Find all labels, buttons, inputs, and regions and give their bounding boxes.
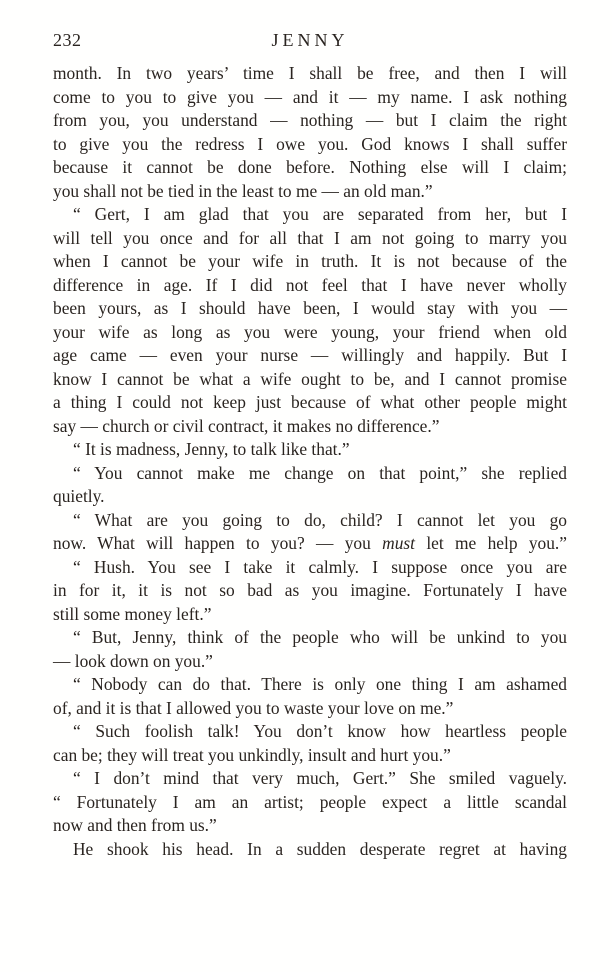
line-text: quietly. — [53, 486, 105, 506]
body-text — [53, 62, 567, 861]
text-line — [53, 297, 567, 321]
text-line — [53, 814, 567, 838]
line-text: in for it, it is not so bad as you imagine. Fortunately I have — [53, 580, 567, 600]
text-line — [53, 86, 567, 110]
text-line — [53, 603, 567, 627]
line-text: “ Hush. You see I take it calmly. I suppose once you are — [73, 556, 567, 577]
emphasis-text: must — [382, 533, 415, 553]
line-text: can be; they will treat you unkindly, insult and hurt you.” — [53, 744, 451, 765]
line-text: “ What are you going to do, child? I cannot let you go — [73, 509, 567, 530]
text-line — [53, 227, 567, 251]
line-text: “ You cannot make me change on that point,” she replied — [73, 462, 567, 483]
line-text: “ Fortunately I am an artist; people expect a little scandal — [53, 791, 567, 812]
line-text: know I cannot be what a wife ought to be, and I cannot promise — [53, 368, 567, 389]
text-line — [53, 368, 567, 392]
line-text: age came — even your nurse — willingly and happily. But I — [53, 345, 567, 365]
line-text: still some money left.” — [53, 603, 212, 624]
line-text: “ I don’t mind that very much, Gert.” She smiled vaguely. — [73, 768, 567, 788]
line-text: because it cannot be done before. Nothing else will I claim; — [53, 157, 567, 177]
line-text: “ But, Jenny, think of the people who will be unkind to you — [73, 627, 567, 647]
text-line — [53, 720, 567, 744]
text-line — [53, 438, 567, 462]
text-line — [53, 650, 567, 674]
text-line — [53, 62, 567, 86]
line-text: when I cannot be your wife in truth. It is not because of the — [53, 251, 567, 271]
text-line — [53, 321, 567, 345]
line-text: from you, you understand — nothing — but I claim the right — [53, 110, 567, 130]
text-line — [53, 509, 567, 533]
text-line — [53, 250, 567, 274]
text-line — [53, 556, 567, 580]
line-text: “ Such foolish talk! You don’t know how heartless people — [73, 721, 567, 741]
text-line — [53, 156, 567, 180]
line-text: you shall not be tied in the least to me — an old man.” — [53, 180, 433, 201]
text-line — [53, 767, 567, 791]
line-text: a thing I could not keep just because of what other people might — [53, 392, 567, 412]
text-line — [53, 109, 567, 133]
line-text: “ It is madness, Jenny, to talk like that.” — [73, 439, 350, 459]
line-text: difference in age. If I did not feel that I have never wholly — [53, 274, 567, 295]
running-title: JENNY — [271, 30, 349, 50]
text-line — [53, 791, 567, 815]
running-head — [53, 30, 567, 56]
line-text: come to you to give you — and it — my name. I ask nothing — [53, 86, 567, 107]
line-text: your wife as long as you were young, your friend when old — [53, 321, 567, 342]
line-text: now. What will happen to you? — you — [53, 533, 371, 553]
text-line — [53, 744, 567, 768]
line-text: will tell you once and for all that I am not going to marry you — [53, 227, 567, 248]
text-line — [53, 462, 567, 486]
text-line — [53, 203, 567, 227]
text-line — [53, 626, 567, 650]
line-text: now and then from us.” — [53, 815, 217, 835]
line-text: say — church or civil contract, it makes no difference.” — [53, 415, 440, 436]
line-text-continued: let me help you.” — [415, 533, 567, 553]
text-line — [53, 673, 567, 697]
text-line — [53, 180, 567, 204]
text-line — [53, 532, 567, 556]
text-line — [53, 579, 567, 603]
text-line — [53, 415, 567, 439]
text-line — [53, 391, 567, 415]
text-line — [53, 485, 567, 509]
line-text: “ Nobody can do that. There is only one thing I am ashamed — [73, 674, 567, 694]
text-line — [53, 697, 567, 721]
text-line — [53, 838, 567, 862]
line-text: of, and it is that I allowed you to waste your love on me.” — [53, 697, 454, 718]
line-text: — look down on you.” — [53, 650, 213, 671]
text-line — [53, 133, 567, 157]
line-text: “ Gert, I am glad that you are separated from her, but I — [73, 204, 567, 224]
line-text: to give you the redress I owe you. God knows I shall suffer — [53, 133, 567, 154]
line-text: been yours, as I should have been, I would stay with you — — [53, 298, 567, 318]
line-text: month. In two years’ time I shall be free, and then I will — [53, 63, 567, 83]
page-number: 232 — [53, 30, 82, 50]
text-line — [53, 274, 567, 298]
line-text: He shook his head. In a sudden desperate regret at having — [73, 838, 567, 859]
text-line — [53, 344, 567, 368]
